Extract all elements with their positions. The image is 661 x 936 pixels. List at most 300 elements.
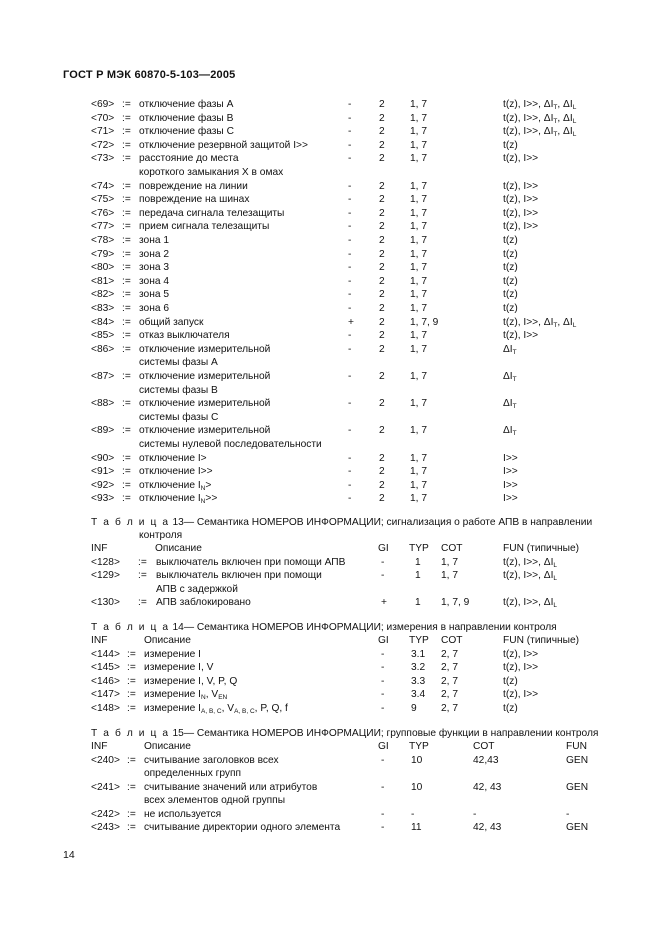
info-number: <73>: [91, 153, 115, 165]
text-part: измерение I: [144, 648, 202, 660]
gi-value: -: [348, 330, 352, 342]
description: [144, 690, 227, 700]
typ-value: 2: [379, 316, 385, 328]
info-number: <84>: [91, 316, 115, 328]
table-row: [0, 558, 661, 571]
gi-value: -: [348, 112, 352, 124]
typ-value: 2: [379, 262, 385, 274]
table-row: [0, 182, 661, 195]
assign-operator: :=: [122, 316, 131, 328]
header-cot: COT: [441, 543, 463, 554]
fun-value: [503, 100, 576, 110]
assign-operator: :=: [127, 702, 136, 714]
typ-value: 2: [379, 398, 385, 410]
fun-value: [503, 154, 538, 164]
fun-value: [503, 690, 538, 700]
table-row: [0, 704, 661, 717]
text-part: -: [566, 808, 570, 820]
description: [144, 677, 237, 687]
info-number: <70>: [91, 112, 115, 124]
cot-value: 2, 7: [441, 662, 458, 673]
header-desc: Описание: [144, 635, 191, 646]
text-part: отключение измерительной: [139, 398, 271, 410]
description: [139, 182, 248, 192]
info-number: <90>: [91, 452, 115, 464]
assign-operator: :=: [127, 754, 136, 766]
description: [139, 467, 213, 477]
typ-value: 3.4: [411, 689, 426, 700]
text-part: t(z), I>>: [503, 689, 539, 700]
description-continuation: системы фазы B: [139, 384, 218, 396]
fun-value: [503, 141, 518, 151]
text-part: I>>: [503, 493, 518, 505]
cot-value: 1, 7: [410, 398, 427, 410]
cot-value: 1, 7: [410, 479, 427, 491]
table-row: [0, 650, 661, 663]
typ-value: 2: [379, 371, 385, 382]
cot-value: 1, 7: [410, 330, 427, 342]
text-part: измерение I, V: [144, 662, 214, 673]
gi-value: -: [348, 248, 352, 260]
gi-value: -: [348, 425, 352, 437]
info-number: <148>: [91, 702, 120, 714]
text-part: расстояние до места: [139, 153, 239, 165]
description: [139, 331, 230, 341]
cot-value: 1, 7: [410, 303, 427, 314]
text-part: ΔI: [503, 343, 513, 355]
typ-value: -: [411, 808, 415, 820]
fun-value: [503, 558, 557, 568]
description: [139, 372, 270, 382]
text-part: >>: [205, 493, 218, 505]
assign-operator: :=: [122, 479, 131, 491]
text-part: t(z): [503, 675, 518, 687]
description: [139, 114, 233, 124]
gi-value: -: [348, 235, 352, 246]
text-part: t(z), I>>: [503, 662, 539, 673]
assign-operator: :=: [122, 139, 131, 151]
table-row: [0, 222, 661, 235]
assign-operator: :=: [122, 235, 131, 246]
typ-value: 2: [379, 248, 385, 260]
table-row: [0, 290, 661, 303]
typ-value: 3.3: [411, 675, 426, 687]
text-part: t(z): [503, 303, 518, 314]
table-row: [0, 236, 661, 249]
description: [139, 250, 169, 260]
table-header-row: [0, 636, 661, 649]
fun-value: [503, 263, 518, 273]
assign-operator: :=: [122, 275, 131, 287]
gi-value: -: [348, 180, 352, 192]
description: [139, 209, 284, 219]
typ-value: 2: [379, 343, 385, 355]
subscript: N: [201, 694, 206, 701]
typ-value: 2: [379, 303, 385, 314]
table-row: [0, 677, 661, 690]
header-desc: Описание: [144, 741, 191, 752]
typ-value: 2: [379, 207, 385, 219]
text-part: отключение фазы B: [139, 112, 234, 124]
text-part: , ΔI: [557, 316, 573, 328]
gi-value: -: [348, 262, 352, 274]
text-part: t(z), I>>, ΔI: [503, 597, 554, 608]
subscript: N: [200, 484, 206, 492]
fun-value: [503, 598, 557, 608]
cot-value: 1, 7: [410, 466, 427, 478]
typ-value: 2: [379, 112, 385, 124]
info-number: <129>: [91, 570, 120, 581]
header-inf: INF: [91, 635, 108, 646]
description: [139, 304, 169, 314]
typ-value: 2: [379, 330, 385, 342]
info-number: <243>: [91, 822, 120, 833]
table-row: [0, 141, 661, 154]
typ-value: 2: [379, 479, 385, 491]
text-part: считывание заголовков всех: [144, 754, 279, 766]
assign-operator: :=: [122, 303, 131, 314]
table-row: [0, 331, 661, 344]
info-number: <241>: [91, 781, 120, 793]
text-part: измерение I: [144, 689, 202, 700]
typ-value: 2: [379, 466, 385, 478]
typ-value: 2: [379, 425, 385, 437]
assign-operator: :=: [122, 194, 131, 206]
gi-value: -: [381, 648, 385, 660]
text-part: I>>: [503, 452, 518, 464]
typ-value: 2: [379, 126, 385, 138]
fun-value: [503, 114, 576, 124]
text-part: передача сигнала телезащиты: [139, 207, 285, 219]
cot-value: 1, 7: [410, 262, 427, 274]
cot-value: 1, 7: [410, 248, 427, 260]
cot-value: 1, 7: [410, 180, 427, 192]
gi-value: -: [348, 371, 352, 382]
fun-value: [503, 304, 518, 314]
typ-value: 2: [379, 194, 385, 206]
typ-value: 2: [379, 493, 385, 505]
description: [144, 663, 213, 673]
typ-value: 10: [411, 781, 423, 793]
description-continuation: АПВ с задержкой: [156, 583, 238, 595]
header-cot: COT: [441, 635, 463, 646]
header-fun: FUN (типичные): [503, 635, 580, 646]
header-typ: TYP: [409, 635, 429, 646]
table-row: [0, 571, 661, 584]
typ-value: 2: [379, 180, 385, 192]
text-part: АПВ заблокировано: [156, 597, 251, 608]
gi-value: -: [381, 808, 385, 820]
assign-operator: :=: [127, 689, 136, 700]
fun-value: [503, 372, 517, 382]
info-number: <81>: [91, 275, 115, 287]
assign-operator: :=: [122, 452, 131, 464]
typ-value: 3.2: [411, 662, 426, 673]
table-row: [0, 263, 661, 276]
text-part: отключение резервной защитой I>>: [139, 139, 308, 151]
text-part: >: [205, 479, 212, 491]
document-header: ГОСТ Р МЭК 60870-5-103—2005: [63, 69, 236, 81]
assign-operator: :=: [127, 808, 136, 820]
subscript: L: [553, 602, 558, 609]
description: [139, 277, 169, 287]
cot-value: 1, 7: [410, 194, 427, 206]
subscript: T: [512, 376, 517, 383]
description: [139, 154, 239, 164]
typ-value: 2: [379, 99, 385, 110]
text-part: t(z), I>>, ΔI: [503, 112, 554, 124]
description: [139, 454, 207, 464]
gi-value: -: [348, 466, 352, 478]
assign-operator: :=: [122, 398, 131, 410]
text-part: I>>: [503, 479, 518, 491]
subscript: A, B, C: [201, 707, 222, 715]
description: [144, 756, 279, 766]
cot-value: -: [473, 808, 477, 820]
typ-value: 2: [379, 452, 385, 464]
description: [139, 141, 308, 151]
table-row: [0, 823, 661, 836]
header-gi: GI: [378, 635, 389, 646]
description: [139, 290, 169, 300]
gi-value: -: [381, 702, 385, 714]
description-continuation: всех элементов одной группы: [144, 795, 286, 806]
gi-value: -: [348, 289, 352, 301]
text-part: ΔI: [503, 371, 513, 382]
subscript: T: [512, 348, 517, 356]
text-part: ΔI: [503, 398, 513, 410]
typ-value: 3.1: [411, 648, 426, 660]
subscript: T: [553, 117, 558, 125]
text-part: зона 2: [139, 248, 170, 260]
subscript: L: [572, 131, 577, 139]
text-part: t(z): [503, 702, 518, 714]
cot-value: 1, 7: [410, 207, 427, 219]
text-part: GEN: [566, 781, 589, 793]
typ-value: 2: [379, 221, 385, 233]
info-number: <82>: [91, 289, 115, 301]
typ-value: 1: [415, 556, 421, 568]
subscript: T: [553, 321, 558, 329]
cot-value: 1, 7: [441, 570, 458, 581]
table-row: [0, 250, 661, 263]
table-row: [0, 454, 661, 467]
subscript: L: [553, 561, 558, 569]
info-number: <89>: [91, 425, 115, 437]
table-row: [0, 756, 661, 769]
info-number: <147>: [91, 689, 120, 700]
text-part: отключение измерительной: [139, 343, 271, 355]
text-part: t(z), I>>: [503, 194, 539, 206]
typ-value: 2: [379, 289, 385, 301]
table-row: [0, 114, 661, 127]
text-part: измерение I, V, P, Q: [144, 675, 238, 687]
typ-value: 9: [411, 702, 417, 714]
info-number: <88>: [91, 398, 115, 410]
assign-operator: :=: [122, 99, 131, 110]
fun-value: [503, 236, 518, 246]
gi-value: -: [381, 556, 385, 568]
description: [139, 100, 233, 110]
assign-operator: :=: [138, 556, 147, 568]
typ-value: 2: [379, 153, 385, 165]
page-number: 14: [63, 849, 75, 861]
description-continuation: системы фазы C: [139, 411, 219, 423]
assign-operator: :=: [122, 126, 131, 138]
description: [139, 494, 217, 504]
text-part: ΔI: [503, 425, 513, 437]
fun-value: [503, 399, 517, 409]
fun-value: [566, 756, 588, 766]
cot-value: 42,43: [473, 754, 499, 766]
fun-value: [503, 345, 517, 355]
text-part: t(z), I>>: [503, 648, 539, 660]
table-row: [0, 277, 661, 290]
table-row: [0, 195, 661, 208]
table-row: [0, 663, 661, 676]
text-part: отключение I: [139, 493, 201, 505]
typ-value: 2: [379, 275, 385, 287]
subscript: L: [572, 117, 577, 125]
gi-value: -: [381, 675, 385, 687]
text-part: отключение измерительной: [139, 371, 271, 382]
cot-value: 1, 7: [441, 556, 458, 568]
description-continuation: короткого замыкания X в омах: [139, 167, 284, 178]
text-part: считывание значений или атрибутов: [144, 781, 318, 793]
description: [144, 650, 201, 660]
fun-value: [503, 250, 518, 260]
text-part: зона 3: [139, 262, 170, 274]
subscript: EN: [218, 694, 228, 701]
text-part: t(z), I>>: [503, 221, 539, 233]
fun-value: [503, 290, 518, 300]
table-14-caption: Т а б л и ц а 14— Семантика НОМЕРОВ ИНФОРМАЦИИ; измерения в направлении контроля: [91, 622, 557, 633]
fun-value: [503, 571, 557, 581]
assign-operator: :=: [138, 597, 147, 608]
description: [139, 399, 270, 409]
text-part: , ΔI: [557, 126, 573, 138]
assign-operator: :=: [122, 493, 131, 505]
description: [139, 426, 270, 436]
assign-operator: :=: [127, 675, 136, 687]
text-part: , P, Q, f: [254, 702, 288, 714]
fun-value: [503, 663, 538, 673]
text-part: зона 4: [139, 275, 170, 287]
description: [139, 236, 169, 246]
typ-value: 1: [415, 570, 421, 581]
header-typ: TYP: [409, 741, 429, 752]
assign-operator: :=: [122, 289, 131, 301]
header-fun: FUN: [566, 741, 587, 752]
assign-operator: :=: [122, 180, 131, 192]
info-number: <87>: [91, 371, 115, 382]
info-number: <78>: [91, 235, 115, 246]
info-number: <91>: [91, 466, 115, 478]
text-part: выключатель включен при помощи: [156, 570, 322, 581]
text-part: t(z), I>>: [503, 153, 539, 165]
fun-value: [503, 277, 518, 287]
description: [144, 810, 221, 820]
assign-operator: :=: [122, 425, 131, 437]
assign-operator: :=: [122, 330, 131, 342]
fun-value: [503, 454, 518, 464]
gi-value: -: [381, 662, 385, 673]
gi-value: -: [348, 479, 352, 491]
cot-value: 2, 7: [441, 648, 458, 660]
assign-operator: :=: [122, 343, 131, 355]
fun-value: [503, 318, 576, 328]
cot-value: 42, 43: [473, 781, 502, 793]
info-number: <145>: [91, 662, 120, 673]
gi-value: +: [381, 597, 387, 608]
subscript: A, B, C: [234, 707, 255, 715]
table-row: [0, 127, 661, 140]
table-header-row: [0, 742, 661, 755]
header-inf: INF: [91, 543, 108, 554]
header-gi: GI: [378, 741, 389, 752]
info-number: <80>: [91, 262, 115, 274]
text-part: t(z), I>>: [503, 180, 539, 192]
text-part: t(z), I>>, ΔI: [503, 99, 554, 110]
text-part: t(z): [503, 289, 518, 301]
text-part: зона 5: [139, 289, 170, 301]
header-gi: GI: [378, 543, 389, 554]
description-continuation: определенных групп: [144, 768, 242, 779]
text-part: t(z), I>>: [503, 330, 539, 342]
info-number: <240>: [91, 754, 120, 766]
description: [156, 571, 322, 581]
assign-operator: :=: [122, 221, 131, 233]
assign-operator: :=: [122, 207, 131, 219]
subscript: T: [553, 131, 558, 139]
cot-value: 1, 7: [410, 221, 427, 233]
info-number: <76>: [91, 207, 115, 219]
info-number: <242>: [91, 808, 120, 820]
cot-value: 1, 7: [410, 289, 427, 301]
table-row: [0, 467, 661, 480]
fun-value: [503, 650, 538, 660]
gi-value: +: [348, 316, 354, 328]
description: [144, 823, 340, 833]
table-header-row: [0, 544, 661, 557]
cot-value: 2, 7: [441, 675, 458, 687]
cot-value: 1, 7, 9: [410, 316, 439, 328]
text-part: t(z): [503, 235, 518, 246]
text-part: общий запуск: [139, 316, 204, 328]
fun-value: [503, 426, 517, 436]
header-typ: TYP: [409, 543, 429, 554]
gi-value: -: [348, 221, 352, 233]
fun-value: [503, 127, 576, 137]
info-number: <71>: [91, 126, 115, 138]
cot-value: 2, 7: [441, 702, 458, 714]
description-continuation: системы фазы A: [139, 357, 218, 369]
table-row: [0, 100, 661, 113]
assign-operator: :=: [122, 371, 131, 382]
description: [144, 704, 288, 714]
text-part: , V: [221, 702, 235, 714]
typ-value: 2: [379, 139, 385, 151]
table-13-caption-continuation: контроля: [139, 530, 183, 541]
text-part: считывание директории одного элемента: [144, 822, 341, 833]
header-desc: Описание: [155, 543, 202, 554]
table-15-caption: Т а б л и ц а 15— Семантика НОМЕРОВ ИНФОРМАЦИИ; групповые функции в направлении контроля: [91, 728, 599, 739]
fun-value: [503, 704, 518, 714]
table-row: [0, 372, 661, 385]
fun-value: [566, 810, 569, 820]
text-part: выключатель включен при помощи АПВ: [156, 556, 346, 568]
info-number: <144>: [91, 648, 120, 660]
